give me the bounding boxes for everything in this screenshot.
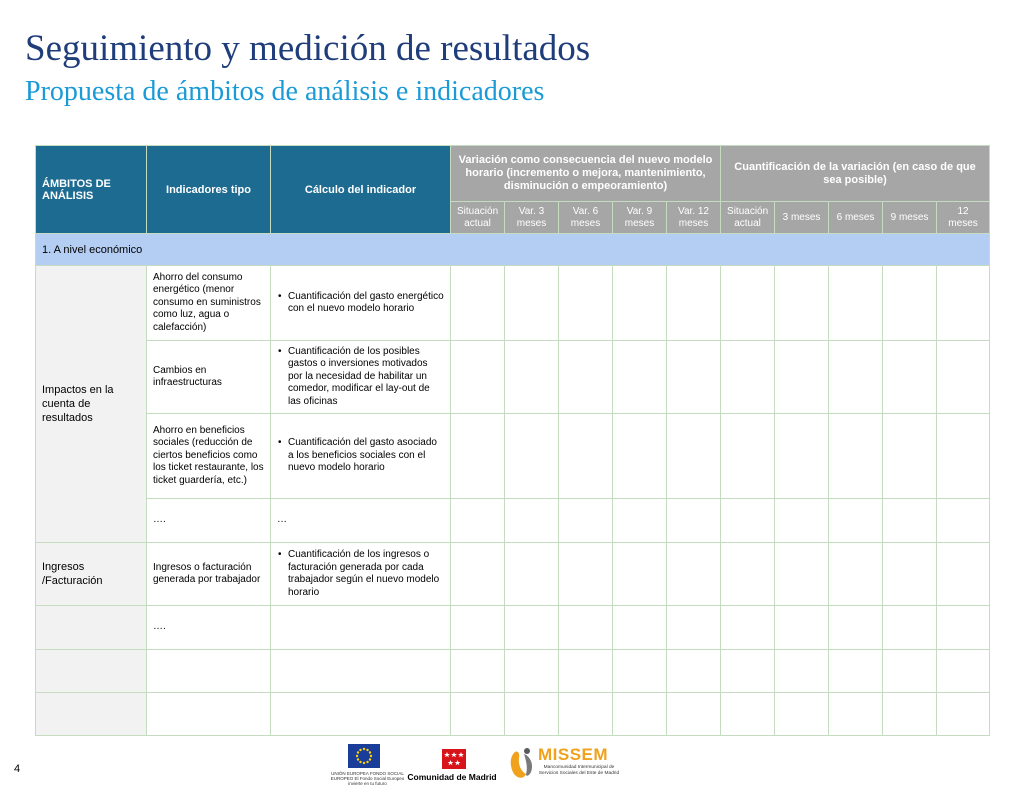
header-variacion: Variación como consecuencia del nuevo modelo horario (incremento o mejora, mantenimiento, disminución o empeoramiento) <box>451 146 721 202</box>
page-number: 4 <box>14 763 21 775</box>
indicator-cell: Cambios en infraestructuras <box>147 341 271 414</box>
table-row <box>36 266 990 341</box>
calculation-text: • Cuantificación del gasto asociado a los beneficios sociales con el nuevo modelo horario <box>288 437 444 475</box>
calculation-cell: … <box>271 499 451 543</box>
ambito-cell: Ingresos /Facturación <box>36 543 147 606</box>
calculation-cell <box>271 341 451 414</box>
header-cuantificacion: Cuantificación de la variación (en caso de que sea posible) <box>721 146 990 202</box>
indicator-cell: …. <box>147 499 271 543</box>
indicators-table <box>35 145 990 736</box>
calculation-cell <box>271 414 451 499</box>
ambito-cell <box>36 606 147 650</box>
comunidad-madrid-text: Comunidad de Madrid <box>407 772 497 782</box>
calculation-cell <box>271 606 451 650</box>
ambito-cell <box>36 650 147 693</box>
eu-flag-icon <box>348 744 380 768</box>
subheader-cuant-actual: Situación actual <box>721 202 775 234</box>
subheader-cuant-12: 12 meses <box>937 202 990 234</box>
missem-name: MISSEM <box>538 745 609 764</box>
header-ambitos: ÁMBITOS DE ANÁLISIS <box>36 146 147 234</box>
calculation-cell <box>271 543 451 606</box>
comunidad-madrid-logo <box>402 742 502 788</box>
indicator-cell: Ingresos o facturación generada por trabajador <box>147 543 271 606</box>
table-row <box>36 341 990 414</box>
missem-figure-icon <box>506 746 538 782</box>
eu-logo <box>330 742 405 788</box>
slide-subtitle: Propuesta de ámbitos de análisis e indicadores <box>25 76 545 107</box>
subheader-cuant-9: 9 meses <box>883 202 937 234</box>
subheader-cuant-6: 6 meses <box>829 202 883 234</box>
ambito-cell: Impactos en la cuenta de resultados <box>36 266 147 543</box>
subheader-var-actual: Situación actual <box>451 202 505 234</box>
slide-title: Seguimiento y medición de resultados <box>25 28 591 69</box>
header-calculo: Cálculo del indicador <box>271 146 451 234</box>
indicator-cell: Ahorro en beneficios sociales (reducción de ciertos beneficios como los ticket restaurante, los ticket guardería, etc.) <box>147 414 271 499</box>
table-row <box>36 499 990 543</box>
footer-logos <box>330 742 620 788</box>
subheader-var-9: Var. 9 meses <box>613 202 667 234</box>
header-indicadores: Indicadores tipo <box>147 146 271 234</box>
subheader-var-12: Var. 12 meses <box>667 202 721 234</box>
subheader-var-3: Var. 3 meses <box>505 202 559 234</box>
table-row <box>36 606 990 650</box>
indicator-cell: …. <box>147 606 271 650</box>
missem-logo <box>506 742 620 788</box>
calculation-text: • Cuantificación de los ingresos o facturación generada por cada trabajador según el nuevo modelo horario <box>288 549 444 599</box>
table-row <box>36 414 990 499</box>
calculation-cell <box>271 266 451 341</box>
subheader-var-6: Var. 6 meses <box>559 202 613 234</box>
table-row <box>36 650 990 693</box>
section-row-economico: 1. A nivel económico <box>36 234 990 266</box>
calculation-text: • Cuantificación de los posibles gastos o inversiones motivados por la necesidad de habilitar un comedor, modificar el lay-out de las oficinas <box>288 346 444 409</box>
eu-logo-text: UNIÓN EUROPEA FONDO SOCIAL EUROPEO El Fondo Social Europeo invierte en tu futuro <box>330 771 405 786</box>
missem-subtitle: Mancomunidad Intermunicipal de Servicios Sociales del Este de Madrid <box>538 765 620 776</box>
subheader-cuant-3: 3 meses <box>775 202 829 234</box>
comunidad-madrid-flag-icon <box>442 749 466 769</box>
indicator-cell: Ahorro del consumo energético (menor consumo en suministros como luz, agua o calefacción) <box>147 266 271 341</box>
table-row <box>36 693 990 736</box>
calculation-text: • Cuantificación del gasto energético con el nuevo modelo horario <box>288 291 444 316</box>
table-row <box>36 543 990 606</box>
ambito-cell <box>36 693 147 736</box>
